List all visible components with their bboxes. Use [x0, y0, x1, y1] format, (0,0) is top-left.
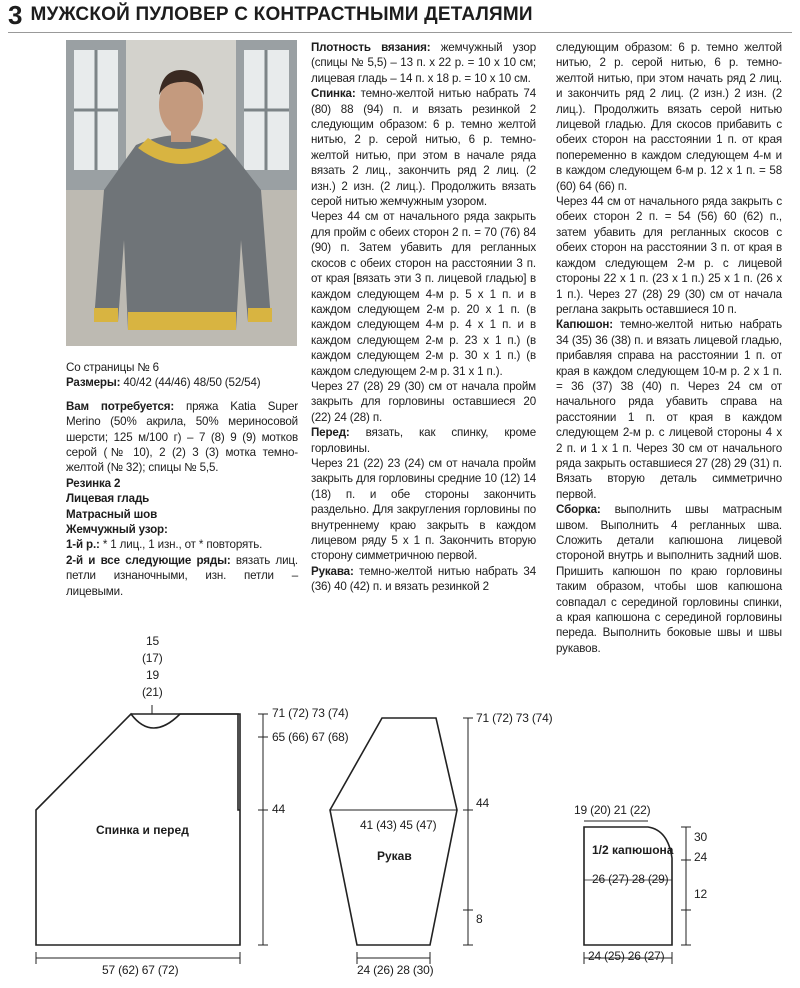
- body-neck-dim-3: 19: [146, 668, 159, 682]
- body-neck-dim-1: 15: [146, 634, 159, 648]
- density-paragraph: Плотность вязания: жемчужный узор (спицы № 5,5) – 13 п. х 22 р. = 10 х 10 см; лицевая гладь – 14 п. х 18 р. = 10 х 10 см.: [311, 41, 536, 85]
- body-neck-dim-4: (21): [142, 685, 163, 699]
- hood-mid-width: 26 (27) 28 (29): [592, 872, 669, 886]
- from-page-note: Со страницы № 6: [66, 361, 159, 374]
- page-title: МУЖСКОЙ ПУЛОВЕР С КОНТРАСТНЫМИ ДЕТАЛЯМИ: [30, 4, 533, 25]
- sleeve-raglan-paragraph: Через 44 см от начального ряда закрыть с обеих сторон 2 п. = 54 (56) 60 (62) п., затем убавить для регланных скосов с обеих сторон на расстоянии 3 п. от края в каждом следующем 2-м р. с лицевой стороны 22 х 1 п. (23 х 1 п.) 25 х 1 п. (26 х 1 п.). Через 27 (28) 29 (30) см от начала реглана закрыть оставшиеся 10 п.: [556, 195, 782, 316]
- sleeve-mid-height: 44: [476, 796, 489, 810]
- assembly-paragraph: Сборка: выполнить швы матрасным швом. Выполнить 4 регланных шва. Сложить детали капюшона лицевой стороной внутрь и выполнить задний шов. Пришить капюшон по краю горловины таким образом, чтобы шов капюшона совпадал с серединой горловины спинки, а края капюшона с серединой горловины переда. Выполнить боковые швы и швы рукавов.: [556, 503, 782, 655]
- body-piece-label: Спинка и перед: [96, 823, 189, 837]
- hood-height-12: 12: [694, 887, 707, 901]
- seed-heading: Жемчужный узор:: [66, 523, 168, 537]
- sleeve-width-label: 24 (26) 28 (30): [357, 963, 434, 977]
- hood-width-label: 24 (25) 26 (27): [588, 949, 665, 963]
- hood-top-width: 19 (20) 21 (22): [574, 803, 651, 817]
- front-paragraph-2: Через 21 (22) 23 (24) см от начала пройм закрыть для горловины средние 10 (12) 14 (18) п. и обе стороны закончить раздельно. Для закругления горловины по внутреннему краю закрыть в каждом лицевом ряду 5 х 1 п. Закончить вторую сторону симметричною первой.: [311, 456, 536, 563]
- row2-paragraph: 2-й и все следующие ряды: вязать лиц. петли изнаночными, изн. петли – лицевыми.: [66, 553, 298, 598]
- materials-label: Вам потребуется:: [66, 399, 175, 413]
- sleeve-total-height: 71 (72) 73 (74): [476, 711, 553, 725]
- sleeve-paragraph: Рукава: темно-желтой нитью набрать 34 (36) 40 (42) п. и вязать резинкой 2: [311, 564, 536, 594]
- mattress-heading: Матрасный шов: [66, 507, 158, 521]
- body-width-label: 57 (62) 67 (72): [102, 963, 179, 977]
- row1-paragraph: 1-й р.: * 1 лиц., 1 изн., от * повторять.: [66, 538, 263, 552]
- materials-text: пряжа Katia Super Merino (50% акрила, 50% мериносовой шерсти; 125 м/100 г) – 7 (8) 9 (9) мотков серой (№ 10), 2 (2) 3 (3) мотка темно-желтой (№ 32); спицы № 5,5.: [66, 399, 298, 475]
- hood-height-30: 30: [694, 830, 707, 844]
- pattern-number: 3: [8, 0, 23, 30]
- sleeve-continued-paragraph: следующим образом: 6 р. темно желтой нитью, 2 р. серой нитью, 6 р. темно-желтой нитью, при этом начать ряд 2 лиц. и закончить ряд 2 лиц. (2 изн.) 2 изн. (2 лиц.). Продолжить вязать серой нитью лицевой гладью. Для скосов прибавить с обеих сторон на расстоянии 1 п. от края попеременно в каждом следующем 4-м и в каждом следующем 6-м р. 12 х 1 п. = 58 (60) 64 (66) п.: [556, 41, 782, 193]
- body-side-height: 44: [272, 802, 285, 816]
- sleeve-piece-label: Рукав: [377, 849, 412, 863]
- body-neck-dim-2: (17): [142, 651, 163, 665]
- hood-piece-label: 1/2 капюшона: [592, 843, 674, 857]
- back-paragraph-3: Через 27 (28) 29 (30) см от начала пройм закрыть для горловины оставшиеся 20 (22) 24 (28) п.: [311, 379, 536, 424]
- hood-paragraph: Капюшон: темно-желтой нитью набрать 34 (35) 36 (38) п. и вязать лицевой гладью, прибавляя справа на расстоянии 1 п. от края в каждом следующем 10-м р. 2 х 1 п. = 36 (37) 38 (40) п. Через 24 см от начального ряда убавить справа на расстоянии 1 п. от края в каждом следующем 2-м р. с лицевой стороны 4 х 2 п. и 1 х 1 п. Через 30 см от начального ряда закрыть оставшиеся 27 (28) 29 (31) п. Вязать вторую деталь симметрично первой.: [556, 318, 782, 501]
- back-paragraph-2: Через 44 см от начального ряда закрыть для пройм с обеих сторон 2 п. = 70 (76) 84 (90) п. Затем убавить для регланных скосов с обеих сторон на расстоянии 3 п. от края [вязать эти 3 п. лицевой гладью] в каждом следующем 4-м р. 5 х 1 п. и в каждом следующем 2-м р. 20 х 1 п. (в каждом следующем 4-м р. 4 х 1 п. и в каждом следующем 2-м р. 23 х 1 п.) (в каждом следующем 2-м р. 30 х 1 п.) (в каждом следующем 2-м р. 31 х 1 п.).: [311, 210, 536, 378]
- sizes-value: 40/42 (44/46) 48/50 (52/54): [120, 376, 261, 390]
- rib-heading: Резинка 2: [66, 476, 121, 490]
- front-paragraph: Перед: вязать, как спинку, кроме горловины.: [311, 426, 536, 455]
- body-neck-height: 65 (66) 67 (68): [272, 730, 349, 744]
- sleeve-upper-width: 41 (43) 45 (47): [360, 818, 437, 832]
- stockinette-heading: Лицевая гладь: [66, 492, 150, 506]
- hood-height-24: 24: [694, 850, 707, 864]
- sizes-label: Размеры:: [66, 376, 121, 390]
- back-paragraph: Спинка: темно-желтой нитью набрать 74 (80) 88 (94) п. и вязать резинкой 2 следующим образом: 6 р. темно желтой нитью, 2 р. серой нитью, 6 р. темно-желтой нитью, при этом в начале ряда вязать 2 лиц., закончить ряд 2 лиц. (2 изн.) 2 изн. (2 лиц.). Продолжить вязать серой нитью жемчужным узором.: [311, 87, 536, 209]
- sleeve-cuff-height: 8: [476, 912, 483, 926]
- body-total-height: 71 (72) 73 (74): [272, 706, 349, 720]
